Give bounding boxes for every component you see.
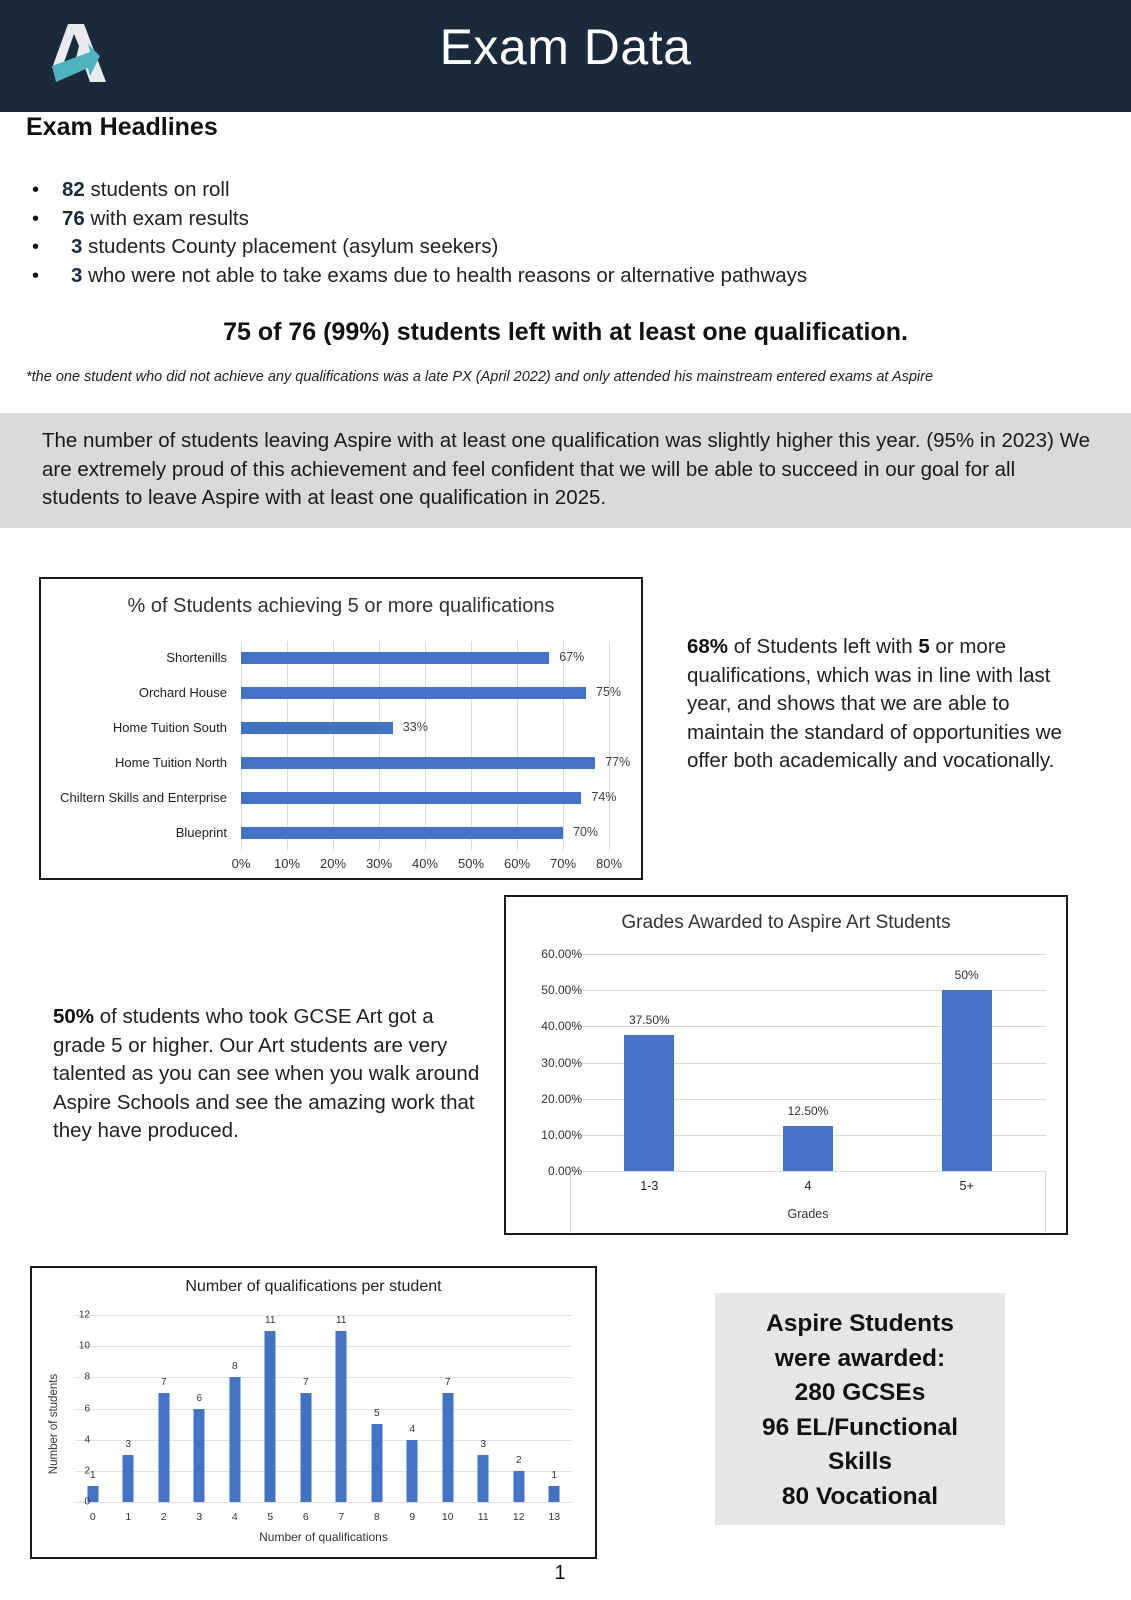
bar: [478, 1455, 489, 1502]
y-axis-title: Number of students: [48, 1373, 60, 1475]
y-tick-label: 4: [84, 1434, 90, 1446]
y-tick-label: 0.00%: [547, 1164, 582, 1178]
awards-line: Aspire Students: [766, 1310, 954, 1337]
gridline: [287, 641, 288, 851]
summary-text: The number of students leaving Aspire with at least one qualification was slightly higher this year. (95% in 2023) We are extremely proud of this achievement and feel confident that we will be able to succeed in our goal for all students to leave Aspire with at least one qualification in 2025.: [42, 429, 1090, 509]
bar: [229, 1377, 240, 1502]
awards-line: 280 GCSEs: [794, 1379, 926, 1406]
gridline: [75, 1315, 572, 1316]
x-axis-title: Number of qualifications: [259, 1530, 388, 1544]
category-label: 0: [89, 1511, 96, 1523]
category-label: 3: [196, 1511, 203, 1523]
bar: [241, 792, 581, 804]
gridline: [75, 1346, 572, 1347]
bar: [123, 1455, 134, 1502]
category-label: 9: [409, 1511, 416, 1523]
value-label: 7: [444, 1376, 451, 1388]
key-stat-headline: 75 of 76 (99%) students left with at least one qualification.: [223, 318, 908, 346]
category-label: Orchard House: [138, 684, 227, 700]
category-label: 6: [302, 1511, 309, 1523]
x-tick-label: 80%: [595, 856, 623, 871]
category-label: Blueprint: [175, 824, 227, 840]
gridline: [75, 1409, 572, 1410]
bullet-exam-results: • 76 with exam results: [32, 205, 807, 234]
y-tick-label: 0: [84, 1496, 90, 1508]
value-label: 3: [125, 1439, 132, 1451]
category-label: Shortenills: [166, 649, 227, 665]
summary-box: [0, 413, 1131, 528]
value-label: 77%: [605, 754, 631, 769]
y-tick-label: 40.00%: [541, 1019, 582, 1034]
gridline: [379, 641, 380, 851]
x-tick-label: 60%: [503, 856, 531, 871]
bar: [265, 1331, 276, 1502]
footnote: *the one student who did not achieve any qualifications was a late PX (April 2022) and only attended his mainstream entered exams at Aspire: [26, 369, 934, 385]
chart-title: % of Students achieving 5 or more qualifications: [127, 595, 555, 617]
category-label: 5: [267, 1511, 274, 1523]
value-label: 75%: [596, 684, 622, 699]
value-label: 8: [231, 1361, 238, 1373]
value-label: 7: [302, 1376, 309, 1388]
value-label: 67%: [559, 649, 585, 664]
value-label: 7: [160, 1376, 167, 1388]
y-tick-label: 12: [78, 1309, 90, 1321]
awards-line: were awarded:: [774, 1344, 946, 1372]
bar-row: [241, 824, 609, 841]
awards-line: 96 EL/Functional: [761, 1413, 959, 1441]
page-number: 1: [554, 1562, 566, 1584]
gridline: [425, 641, 426, 851]
bar: [942, 990, 992, 1171]
gridline: [570, 1171, 1046, 1172]
gridline: [563, 641, 564, 851]
bar: [783, 1126, 833, 1171]
headline-bullets: [32, 176, 807, 290]
category-label: Chiltern Skills and Enterprise: [60, 789, 227, 805]
bar: [241, 722, 393, 734]
bar: [442, 1393, 453, 1502]
category-label: Home Tuition South: [112, 719, 227, 735]
bar: [407, 1440, 418, 1502]
gridline: [609, 641, 610, 851]
y-tick-label: 20.00%: [541, 1091, 582, 1106]
x-tick-label: 40%: [411, 856, 439, 871]
category-label: 2: [160, 1511, 167, 1523]
bar: [241, 757, 595, 769]
page-title: Exam Data: [439, 19, 692, 75]
category-label: 5+: [959, 1179, 974, 1193]
bar: [513, 1471, 524, 1502]
bullet-students-on-roll: • 82 students on roll: [32, 176, 807, 205]
bar-row: [241, 684, 622, 701]
bar: [194, 1409, 205, 1503]
value-label: 12.50%: [787, 1103, 829, 1118]
bar: [158, 1393, 169, 1502]
chart-five-plus-qualifications: [39, 577, 643, 880]
gridline: [570, 954, 1046, 955]
value-label: 11: [336, 1314, 347, 1326]
value-label: 50%: [954, 968, 979, 983]
y-tick-label: 8: [84, 1371, 90, 1383]
page-header: [0, 0, 1131, 112]
gridline: [517, 641, 518, 851]
chart-plot-area: [241, 641, 631, 851]
bar: [549, 1486, 560, 1502]
chart-title: Grades Awarded to Aspire Art Students: [621, 912, 951, 933]
value-label: 70%: [573, 824, 599, 839]
value-label: 1: [551, 1470, 558, 1482]
value-label: 5: [373, 1408, 380, 1420]
category-label: 12: [512, 1511, 525, 1523]
value-label: 11: [265, 1314, 276, 1326]
category-label: 1-3: [640, 1179, 659, 1193]
chart-plot-area: [75, 1315, 572, 1502]
value-label: 1: [89, 1470, 96, 1482]
bar: [241, 827, 563, 839]
gridline: [471, 641, 472, 851]
y-tick-label: 10.00%: [541, 1127, 582, 1142]
y-tick-label: 60.00%: [541, 947, 582, 961]
value-label: 4: [409, 1423, 416, 1435]
awards-line: 80 Vocational: [781, 1482, 939, 1510]
gridline: [75, 1502, 572, 1503]
y-tick-label: 10: [78, 1340, 90, 1352]
y-tick-label: 2: [84, 1465, 90, 1477]
bar-row: [241, 754, 631, 771]
bar: [624, 1035, 674, 1171]
category-label: 4: [804, 1179, 812, 1193]
category-label: 8: [373, 1511, 380, 1523]
category-label: 11: [477, 1511, 489, 1523]
gridline: [75, 1471, 572, 1472]
bar: [241, 687, 586, 699]
x-tick-label: 50%: [457, 856, 485, 871]
value-label: 33%: [402, 719, 428, 734]
gridline: [75, 1440, 572, 1441]
exam-headlines-heading: Exam Headlines: [26, 113, 218, 141]
bullet-not-able: • 3 who were not able to take exams due to health reasons or alternative pathways: [32, 262, 807, 291]
chart-art-grades: [504, 895, 1068, 1235]
bar: [300, 1393, 311, 1502]
awards-line: Skills: [827, 1448, 892, 1475]
x-axis-title: Grades: [787, 1207, 829, 1221]
category-label: 13: [548, 1511, 561, 1523]
gridline: [241, 641, 242, 851]
category-label: 10: [441, 1511, 454, 1523]
value-label: 3: [480, 1439, 487, 1451]
chart-qualifications-per-student: [30, 1266, 597, 1559]
category-label: 7: [338, 1511, 345, 1523]
chart-plot-area: [570, 954, 1046, 1171]
bar-row: [241, 719, 609, 736]
value-label: 6: [196, 1392, 203, 1404]
value-label: 37.50%: [628, 1013, 670, 1028]
x-tick-label: 20%: [319, 856, 347, 871]
gridline: [333, 641, 334, 851]
bar: [241, 652, 549, 664]
x-tick-label: 10%: [273, 856, 301, 871]
category-label: 1: [125, 1511, 132, 1523]
value-label: 2: [515, 1454, 522, 1466]
chart-title: Number of qualifications per student: [185, 1278, 442, 1295]
bar-row: [241, 649, 609, 666]
y-tick-label: 6: [84, 1403, 90, 1414]
five-plus-description: 68% of Students left with 5 or more qualifications, which was in line with last year, and shows that we are able to maintain the standard of opportunities we offer both academically and vocationally.: [687, 635, 1062, 772]
x-tick-label: 30%: [365, 856, 393, 871]
art-description: 50% of students who took GCSE Art got a grade 5 or higher. Our Art students are very talented as you can see when you walk around Aspire Schools and see the amazing work that they have produced.: [53, 1005, 480, 1142]
x-tick-label: 0%: [231, 856, 251, 871]
awards-box: [715, 1293, 1005, 1525]
gridline: [75, 1377, 572, 1378]
bar: [336, 1331, 347, 1502]
category-label: Home Tuition North: [115, 754, 227, 770]
value-label: 74%: [591, 789, 617, 804]
y-tick-label: 50.00%: [541, 983, 582, 998]
bar-row: [241, 789, 617, 806]
y-tick-label: 30.00%: [541, 1055, 582, 1070]
x-tick-label: 70%: [549, 856, 577, 871]
bar: [371, 1424, 382, 1502]
category-label: 4: [231, 1511, 238, 1523]
bullet-county-placement: • 3 students County placement (asylum seekers): [32, 233, 807, 262]
